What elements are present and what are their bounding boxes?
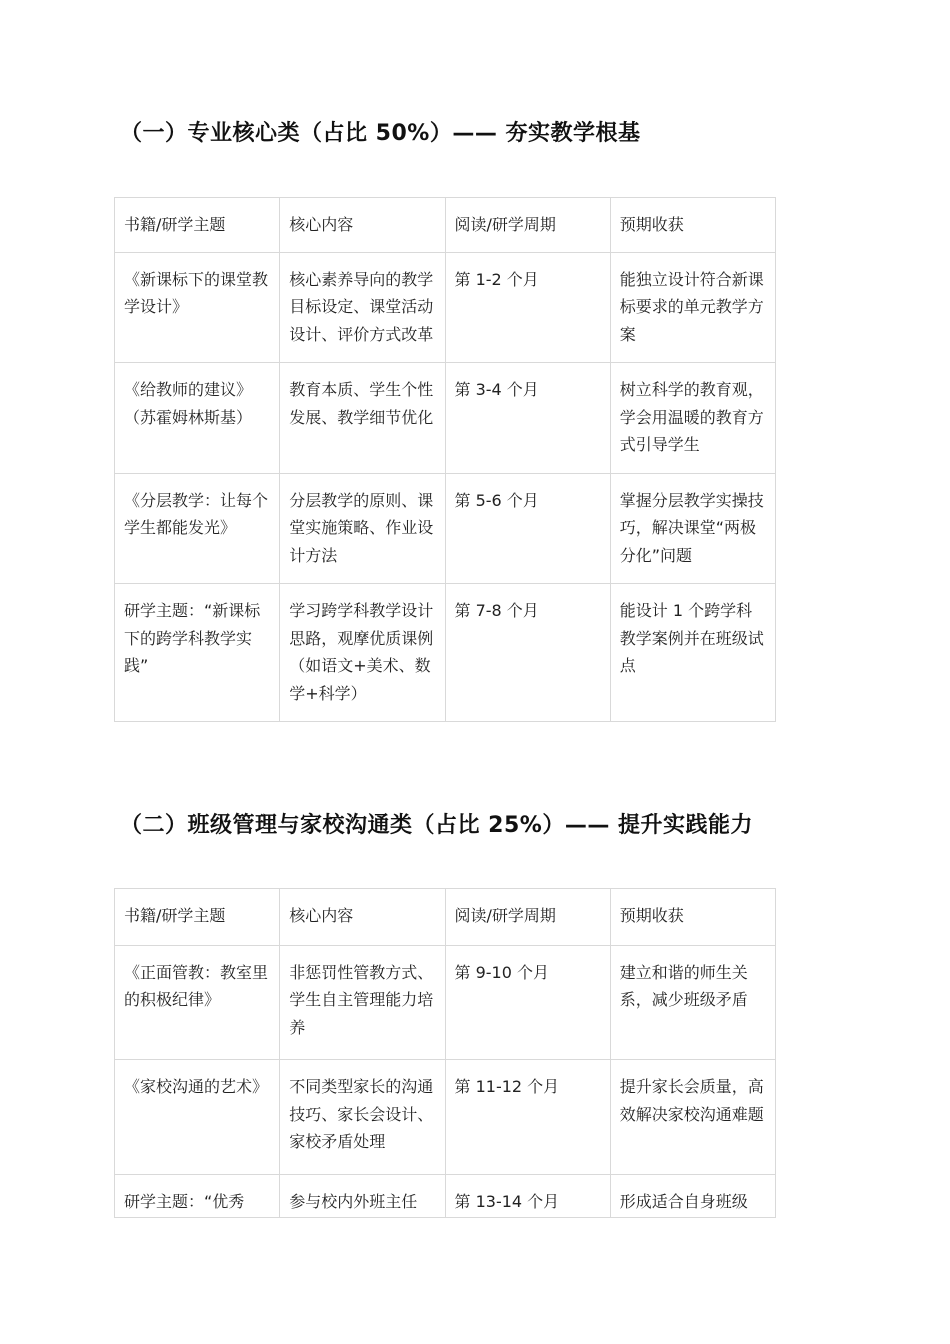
table-row xyxy=(115,1060,776,1175)
table-header-row xyxy=(115,198,776,253)
cell-content: 参与校内外班主任 xyxy=(280,1174,445,1217)
reading-plan-table-professional xyxy=(114,197,776,722)
cell-outcome: 建立和谐的师生关系，减少班级矛盾 xyxy=(610,945,775,1060)
table-header-row xyxy=(115,889,776,946)
cell-topic: 研学主题：“新课标下的跨学科教学实践” xyxy=(115,584,280,722)
cell-topic: 《家校沟通的艺术》 xyxy=(115,1060,280,1175)
cell-period: 第 13-14 个月 xyxy=(445,1174,610,1217)
cell-period: 第 3-4 个月 xyxy=(445,363,610,474)
cell-outcome: 形成适合自身班级 xyxy=(610,1174,775,1217)
cell-topic: 《给教师的建议》（苏霍姆林斯基） xyxy=(115,363,280,474)
section-heading-professional-core: （一）专业核心类（占比 50%）—— 夯实教学根基 xyxy=(120,121,641,146)
section-heading-class-management: （二）班级管理与家校沟通类（占比 25%）—— 提升实践能力 xyxy=(120,813,753,838)
header-cell-period: 阅读/研学周期 xyxy=(445,198,610,253)
cell-period: 第 5-6 个月 xyxy=(445,473,610,584)
header-cell-outcome: 预期收获 xyxy=(610,889,775,946)
cell-topic: 研学主题：“优秀 xyxy=(115,1174,280,1217)
table-row xyxy=(115,945,776,1060)
cell-content: 不同类型家长的沟通技巧、家长会设计、家校矛盾处理 xyxy=(280,1060,445,1175)
cell-content: 分层教学的原则、课堂实施策略、作业设计方法 xyxy=(280,473,445,584)
header-cell-topic: 书籍/研学主题 xyxy=(115,198,280,253)
header-cell-outcome: 预期收获 xyxy=(610,198,775,253)
header-cell-content: 核心内容 xyxy=(280,889,445,946)
cell-content: 学习跨学科教学设计思路，观摩优质课例（如语文+美术、数学+科学） xyxy=(280,584,445,722)
table-row xyxy=(115,252,776,363)
cell-topic: 《正面管教：教室里的积极纪律》 xyxy=(115,945,280,1060)
cell-outcome: 提升家长会质量，高效解决家校沟通难题 xyxy=(610,1060,775,1175)
header-cell-content: 核心内容 xyxy=(280,198,445,253)
cell-period: 第 7-8 个月 xyxy=(445,584,610,722)
cell-content: 核心素养导向的教学目标设定、课堂活动设计、评价方式改革 xyxy=(280,252,445,363)
cell-outcome: 能设计 1 个跨学科教学案例并在班级试点 xyxy=(610,584,775,722)
cell-content: 教育本质、学生个性发展、教学细节优化 xyxy=(280,363,445,474)
table-row xyxy=(115,1174,776,1217)
header-cell-topic: 书籍/研学主题 xyxy=(115,889,280,946)
cell-outcome: 能独立设计符合新课标要求的单元教学方案 xyxy=(610,252,775,363)
table-row xyxy=(115,363,776,474)
reading-plan-table-class-management xyxy=(114,888,776,1218)
cell-outcome: 树立科学的教育观，学会用温暖的教育方式引导学生 xyxy=(610,363,775,474)
header-cell-period: 阅读/研学周期 xyxy=(445,889,610,946)
cell-topic: 《新课标下的课堂教学设计》 xyxy=(115,252,280,363)
cell-outcome: 掌握分层教学实操技巧，解决课堂“两极分化”问题 xyxy=(610,473,775,584)
cell-period: 第 11-12 个月 xyxy=(445,1060,610,1175)
cell-period: 第 9-10 个月 xyxy=(445,945,610,1060)
cell-content: 非惩罚性管教方式、学生自主管理能力培养 xyxy=(280,945,445,1060)
cell-period: 第 1-2 个月 xyxy=(445,252,610,363)
cell-topic: 《分层教学：让每个学生都能发光》 xyxy=(115,473,280,584)
table-row xyxy=(115,584,776,722)
table-row xyxy=(115,473,776,584)
